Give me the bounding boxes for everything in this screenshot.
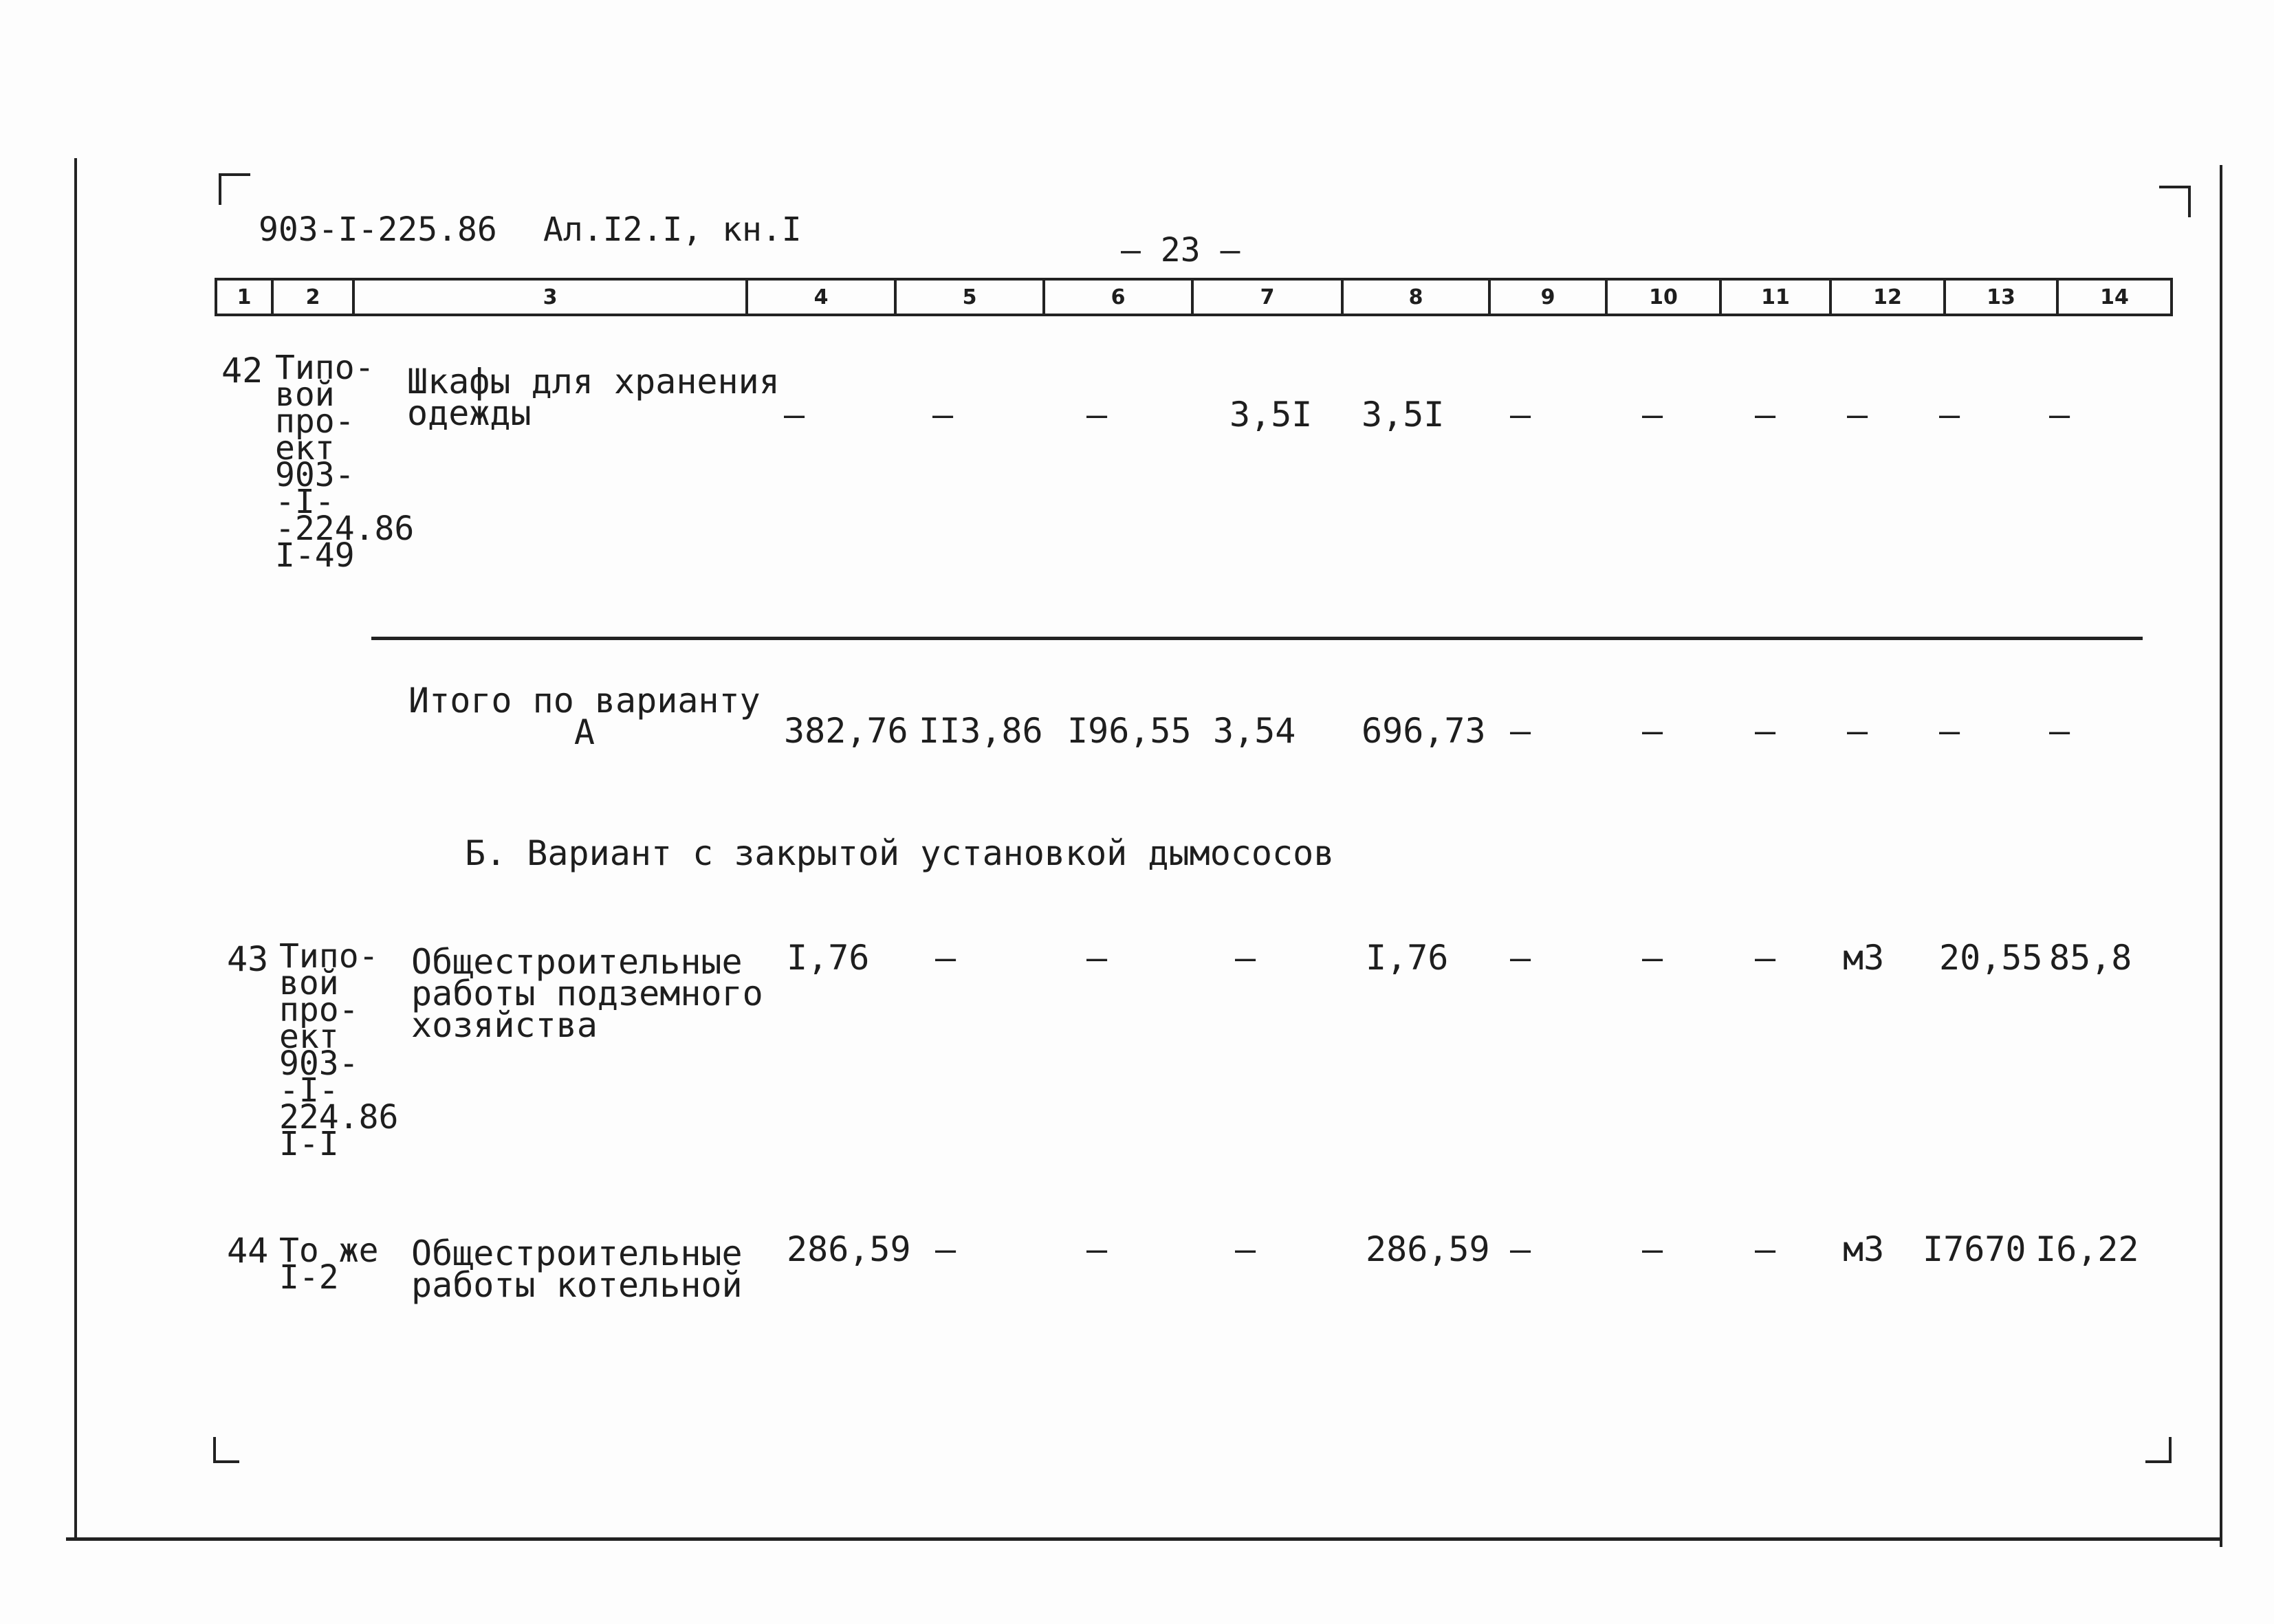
- document-code: 903-I-225.86: [259, 210, 497, 249]
- cell-col8: 3,5I: [1362, 395, 1445, 435]
- cell-col5: –: [932, 395, 954, 435]
- frame-bottom-line: [66, 1537, 2222, 1541]
- cell-col14: 85,8: [2049, 938, 2132, 978]
- cell-col12: –: [1847, 395, 1868, 435]
- column-header-13: 13: [1943, 278, 2056, 316]
- column-header-7: 7: [1191, 278, 1341, 316]
- cell-col13: –: [1939, 711, 1960, 751]
- column-header-6: 6: [1042, 278, 1191, 316]
- cell-col8: 286,59: [1366, 1229, 1490, 1269]
- cell-col6: I96,55: [1067, 711, 1192, 751]
- cell-col8: I,76: [1366, 938, 1449, 978]
- cell-col5: –: [935, 938, 956, 978]
- column-header-10: 10: [1605, 278, 1719, 316]
- cell-col11: –: [1755, 1229, 1776, 1269]
- cell-col4: 286,59: [787, 1229, 911, 1269]
- cell-col9: –: [1510, 395, 1531, 435]
- row-number: 42: [221, 351, 263, 391]
- row-name: Общестроительные работы подземного хозяйства: [411, 942, 763, 1045]
- column-header-11: 11: [1719, 278, 1829, 316]
- cell-col10: –: [1642, 711, 1663, 751]
- cell-col11: –: [1755, 938, 1776, 978]
- column-header-5: 5: [894, 278, 1042, 316]
- column-header-3: 3: [352, 278, 745, 316]
- cell-col7: –: [1235, 938, 1256, 978]
- row-number: 43: [227, 939, 269, 979]
- cell-col14: –: [2049, 711, 2070, 751]
- row-name: Общестроительные работы котельной: [411, 1233, 743, 1305]
- totals-label: Итого по варианту А: [408, 681, 761, 752]
- cell-col13: I7670: [1923, 1229, 2026, 1269]
- cell-col7: 3,54: [1213, 711, 1296, 751]
- cell-col6: –: [1086, 1229, 1108, 1269]
- cell-col6: –: [1086, 938, 1108, 978]
- corner-mark-top-left: [219, 173, 250, 205]
- cell-col13: –: [1939, 395, 1960, 435]
- frame-left-line: [74, 158, 77, 1540]
- corner-mark-bottom-left: [213, 1437, 239, 1463]
- row-number: 44: [227, 1231, 269, 1271]
- cell-col4: –: [784, 395, 805, 435]
- cell-col13: 20,55: [1939, 938, 2043, 978]
- cell-col14: –: [2049, 395, 2070, 435]
- cell-col10: –: [1642, 938, 1663, 978]
- row-document-reference: Типо- вой про- ект 903- -I- -224.86 I-49: [275, 349, 415, 575]
- cell-col12: м3: [1843, 938, 1885, 978]
- corner-mark-bottom-right: [2145, 1437, 2172, 1463]
- column-header-12: 12: [1829, 278, 1943, 316]
- cell-col11: –: [1755, 711, 1776, 751]
- frame-right-line: [2220, 165, 2222, 1547]
- column-header-4: 4: [745, 278, 894, 316]
- row-document-reference: Типо- вой про- ект 903- -I- 224.86 I-I: [279, 937, 399, 1163]
- cell-col9: –: [1510, 711, 1531, 751]
- cell-col6: –: [1086, 395, 1108, 435]
- cell-col10: –: [1642, 395, 1663, 435]
- cell-col7: –: [1235, 1229, 1256, 1269]
- column-header-8: 8: [1341, 278, 1488, 316]
- cell-col9: –: [1510, 938, 1531, 978]
- totals-separator-line: [371, 637, 2143, 640]
- cell-col12: м3: [1843, 1229, 1885, 1269]
- column-header-9: 9: [1488, 278, 1605, 316]
- row-document-reference: То же I-2: [279, 1231, 379, 1297]
- cell-col11: –: [1755, 395, 1776, 435]
- section-title: Б. Вариант с закрытой установкой дымососов: [465, 833, 1335, 873]
- cell-col9: –: [1510, 1229, 1531, 1269]
- cell-col8: 696,73: [1362, 711, 1486, 751]
- page-number: — 23 —: [1121, 231, 1240, 270]
- cell-col4: 382,76: [784, 711, 908, 751]
- column-header-1: 1: [215, 278, 271, 316]
- cell-col5: –: [935, 1229, 956, 1269]
- cell-col5: II3,86: [919, 711, 1043, 751]
- corner-mark-top-right: [2159, 186, 2191, 217]
- cell-col10: –: [1642, 1229, 1663, 1269]
- album-reference: Ал.I2.I, кн.I: [543, 210, 802, 249]
- row-name: Шкафы для хранения одежды: [407, 362, 780, 433]
- cell-col12: –: [1847, 711, 1868, 751]
- cell-col14: I6,22: [2035, 1229, 2139, 1269]
- cell-col7: 3,5I: [1229, 395, 1313, 435]
- column-header-14: 14: [2056, 278, 2173, 316]
- column-header-2: 2: [271, 278, 352, 316]
- cell-col4: I,76: [787, 938, 870, 978]
